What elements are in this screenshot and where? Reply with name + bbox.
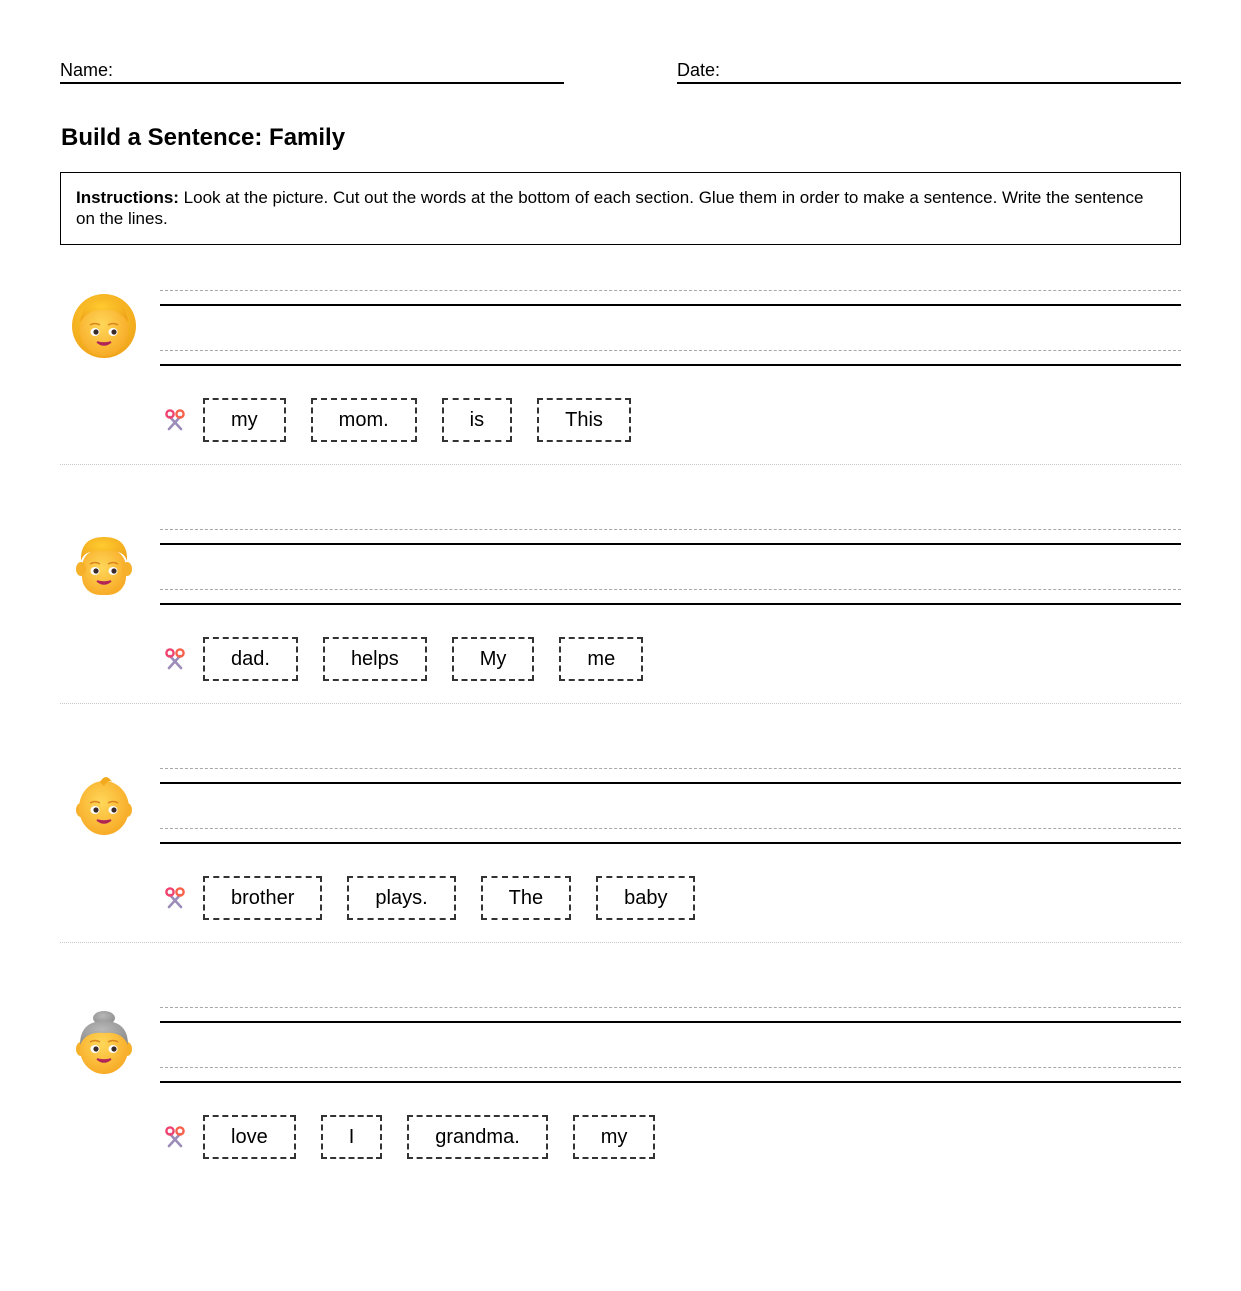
word-tile[interactable]: grandma. — [407, 1115, 548, 1159]
baseline — [160, 782, 1181, 784]
baseline — [160, 543, 1181, 545]
word-tile[interactable]: my — [203, 398, 286, 442]
baby-picture-icon — [70, 770, 138, 838]
sentence-section — [60, 704, 1181, 943]
word-tile[interactable]: This — [537, 398, 631, 442]
old-woman-picture-icon — [70, 1009, 138, 1077]
midline — [160, 828, 1181, 829]
word-bank — [163, 635, 668, 683]
word-tile[interactable]: is — [442, 398, 512, 442]
instructions-text: Look at the picture. Cut out the words at the bottom of each section. Glue them in order to make a sentence. Write the sentence on the lines. — [76, 188, 1144, 228]
word-tile[interactable]: dad. — [203, 637, 298, 681]
woman-picture-icon — [70, 292, 138, 360]
word-tile[interactable]: mom. — [311, 398, 417, 442]
baseline — [160, 842, 1181, 844]
writing-lines[interactable] — [160, 529, 1181, 619]
header-fields — [60, 58, 1181, 84]
word-tile[interactable]: My — [452, 637, 535, 681]
baseline — [160, 603, 1181, 605]
scissors-icon — [163, 647, 187, 671]
word-tile[interactable]: brother — [203, 876, 322, 920]
sentence-section — [60, 943, 1181, 1182]
sentence-section — [60, 465, 1181, 704]
name-field[interactable] — [60, 58, 564, 84]
word-tile[interactable]: I — [321, 1115, 383, 1159]
writing-lines[interactable] — [160, 768, 1181, 858]
scissors-icon — [163, 886, 187, 910]
scissors-icon — [163, 1125, 187, 1149]
baseline — [160, 1021, 1181, 1023]
word-tile[interactable]: The — [481, 876, 571, 920]
word-tile[interactable]: baby — [596, 876, 695, 920]
midline — [160, 290, 1181, 291]
date-field[interactable] — [677, 58, 1181, 84]
word-bank — [163, 874, 720, 922]
baseline — [160, 364, 1181, 366]
midline — [160, 529, 1181, 530]
baseline — [160, 304, 1181, 306]
instructions-label: Instructions: — [76, 188, 179, 207]
midline — [160, 1007, 1181, 1008]
baseline — [160, 1081, 1181, 1083]
sentence-section — [60, 226, 1181, 465]
scissors-icon — [163, 408, 187, 432]
word-tile[interactable]: love — [203, 1115, 296, 1159]
writing-lines[interactable] — [160, 290, 1181, 380]
man-picture-icon — [70, 531, 138, 599]
word-tile[interactable]: me — [559, 637, 643, 681]
word-bank — [163, 1113, 680, 1161]
midline — [160, 768, 1181, 769]
word-tile[interactable]: plays. — [347, 876, 455, 920]
word-bank — [163, 396, 656, 444]
word-tile[interactable]: my — [573, 1115, 656, 1159]
midline — [160, 1067, 1181, 1068]
date-label: Date: — [677, 60, 721, 80]
midline — [160, 589, 1181, 590]
midline — [160, 350, 1181, 351]
name-label: Name: — [60, 60, 114, 80]
worksheet-title: Build a Sentence: Family — [61, 124, 346, 151]
word-tile[interactable]: helps — [323, 637, 427, 681]
writing-lines[interactable] — [160, 1007, 1181, 1097]
